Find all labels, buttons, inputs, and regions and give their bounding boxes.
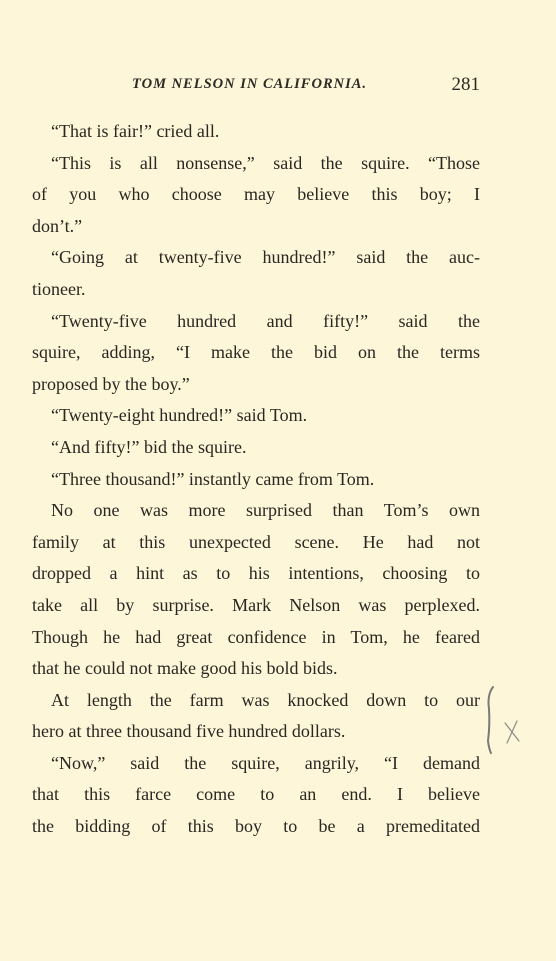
text-line: take all by surprise. Mark Nelson was perplexed. [32,594,480,615]
text-line: “That is fair!” cried all. [51,121,220,141]
text-line: hero at three thousand five hundred dollars. [32,721,346,742]
text-line: At length the farm was knocked down to our [51,689,480,710]
text-line: squire, adding, “I make the bid on the terms [32,342,480,363]
text-line: proposed by the boy.” [32,373,190,394]
running-title: TOM NELSON IN CALIFORNIA. [132,76,368,92]
text-line: “Going at twenty-five hundred!” said the auc- [51,247,480,268]
text-line: family at this unexpected scene. He had not [32,531,480,552]
text-line: “Three thousand!” instantly came from Tom. [51,468,375,489]
text-line: that this farce come to an end. I believe [32,784,480,805]
text-line: that he could not make good his bold bids. [32,658,338,679]
text-line: “And fifty!” bid the squire. [51,436,247,457]
running-header [32,74,480,100]
text-line: Though he had great confidence in Tom, he feared [32,626,480,647]
text-line: “Twenty-five hundred and fifty!” said the [51,310,480,331]
text-line: don’t.” [32,215,83,236]
page-number: 281 [451,74,480,95]
text-line: dropped a hint as to his intentions, choosing to [32,563,480,584]
text-line: tioneer. [32,278,86,299]
pencil-x-mark [505,721,519,743]
text-line: “This is all nonsense,” said the squire. “Those [51,152,480,173]
pencil-margin-mark [483,685,533,755]
text-line: the bidding of this boy to be a premeditated [32,816,480,837]
text-line: “Twenty-eight hundred!” said Tom. [51,405,308,426]
text-line: No one was more surprised than Tom’s own [51,500,480,521]
text-line: of you who choose may believe this boy; I [32,184,480,205]
text-line: “Now,” said the squire, angrily, “I demand [51,752,480,773]
body-text [32,116,480,843]
pencil-bracket-stroke [488,687,493,753]
